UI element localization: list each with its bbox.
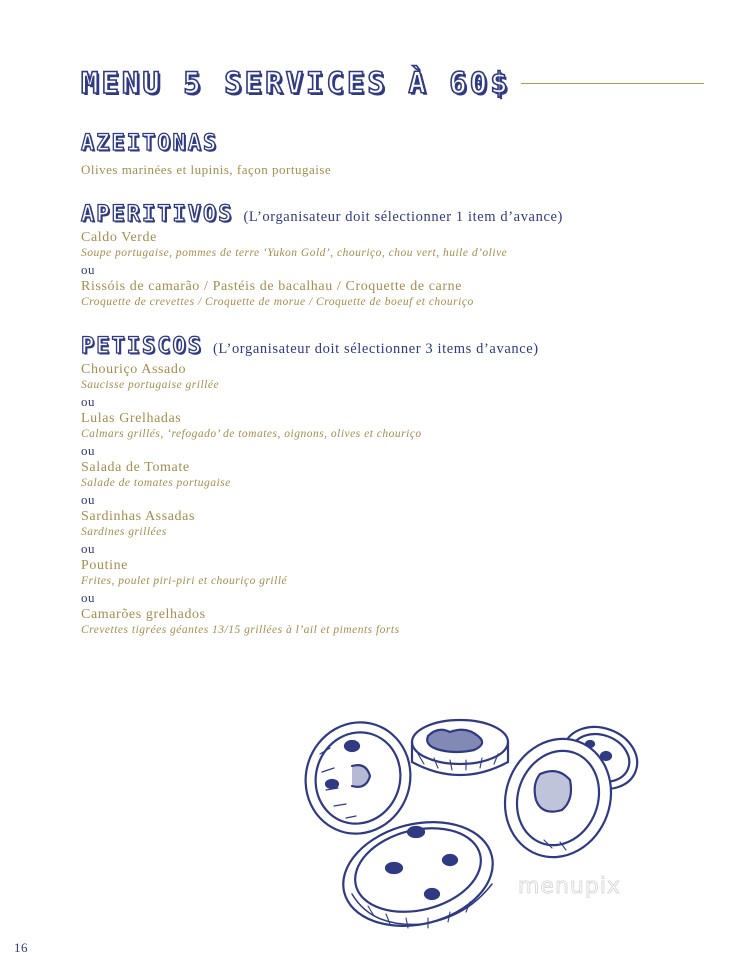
- dish-item: [81, 410, 539, 442]
- dish-description: Crevettes tigrées géantes 13/15 grillées à l’ail et piments forts: [81, 624, 400, 636]
- dish-item: [81, 606, 539, 638]
- section-heading: [81, 131, 331, 156]
- dish-description: Saucisse portugaise grillée: [81, 379, 220, 391]
- dish-name: Salada de Tomate: [81, 460, 190, 475]
- dish-item: [81, 278, 563, 310]
- section-description: Olives marinées et lupinis, façon portugaise: [81, 162, 332, 177]
- dish-item: [81, 557, 539, 589]
- separator-or: ou: [81, 262, 95, 277]
- dish-name: Chouriço Assado: [81, 362, 187, 377]
- section-title: APERITIVOS: [81, 202, 234, 227]
- dish-name: Poutine: [81, 558, 128, 573]
- separator-or: ou: [81, 590, 95, 605]
- dish-list: [81, 361, 539, 638]
- section-title: PETISCOS: [81, 334, 203, 359]
- section-title: AZEITONAS: [81, 131, 219, 156]
- dish-name: Rissóis de camarão / Pastéis de bacalhau / Croquette de carne: [81, 279, 463, 294]
- dish-description: Croquette de crevettes / Croquette de morue / Croquette de boeuf et chouriço: [81, 296, 474, 308]
- dish-item: [81, 459, 539, 491]
- dish-description: Soupe portugaise, pommes de terre ‘Yukon Gold’, chouriço, chou vert, huile d’olive: [81, 247, 508, 259]
- section-heading: [81, 202, 563, 227]
- dish-item: [81, 508, 539, 540]
- section-note: (L’organisateur doit sélectionner 3 items d’avance): [212, 341, 539, 357]
- watermark: menupix: [518, 874, 621, 899]
- dish-name: Lulas Grelhadas: [81, 411, 182, 426]
- dish-item: [81, 229, 563, 261]
- header-divider: [521, 83, 704, 84]
- dish-list: [81, 229, 563, 310]
- dish-name: Caldo Verde: [81, 230, 157, 245]
- separator-or: ou: [81, 394, 95, 409]
- section-note: (L’organisateur doit sélectionner 1 item d’avance): [243, 209, 563, 225]
- separator-or: ou: [81, 443, 95, 458]
- section-petiscos: [81, 334, 539, 638]
- dish-description: Sardines grillées: [81, 526, 167, 538]
- dish-name: Camarões grelhados: [81, 607, 206, 622]
- section-heading: [81, 334, 539, 359]
- dish-description: Calmars grillés, ‘refogado’ de tomates, oignons, olives et chouriço: [81, 428, 422, 440]
- section-azeitonas: [81, 131, 331, 177]
- section-aperitivos: [81, 202, 563, 310]
- page-number: 16: [14, 940, 28, 955]
- menu-title: MENU 5 SERVICES À 60$: [81, 66, 511, 100]
- page-header: [81, 66, 709, 106]
- separator-or: ou: [81, 541, 95, 556]
- dish-description: Salade de tomates portugaise: [81, 477, 231, 489]
- dish-item: [81, 361, 539, 393]
- chourico-slices-illustration-icon: [300, 714, 645, 939]
- separator-or: ou: [81, 492, 95, 507]
- dish-name: Sardinhas Assadas: [81, 509, 196, 524]
- dish-description: Frites, poulet piri-piri et chouriço grillé: [81, 575, 288, 587]
